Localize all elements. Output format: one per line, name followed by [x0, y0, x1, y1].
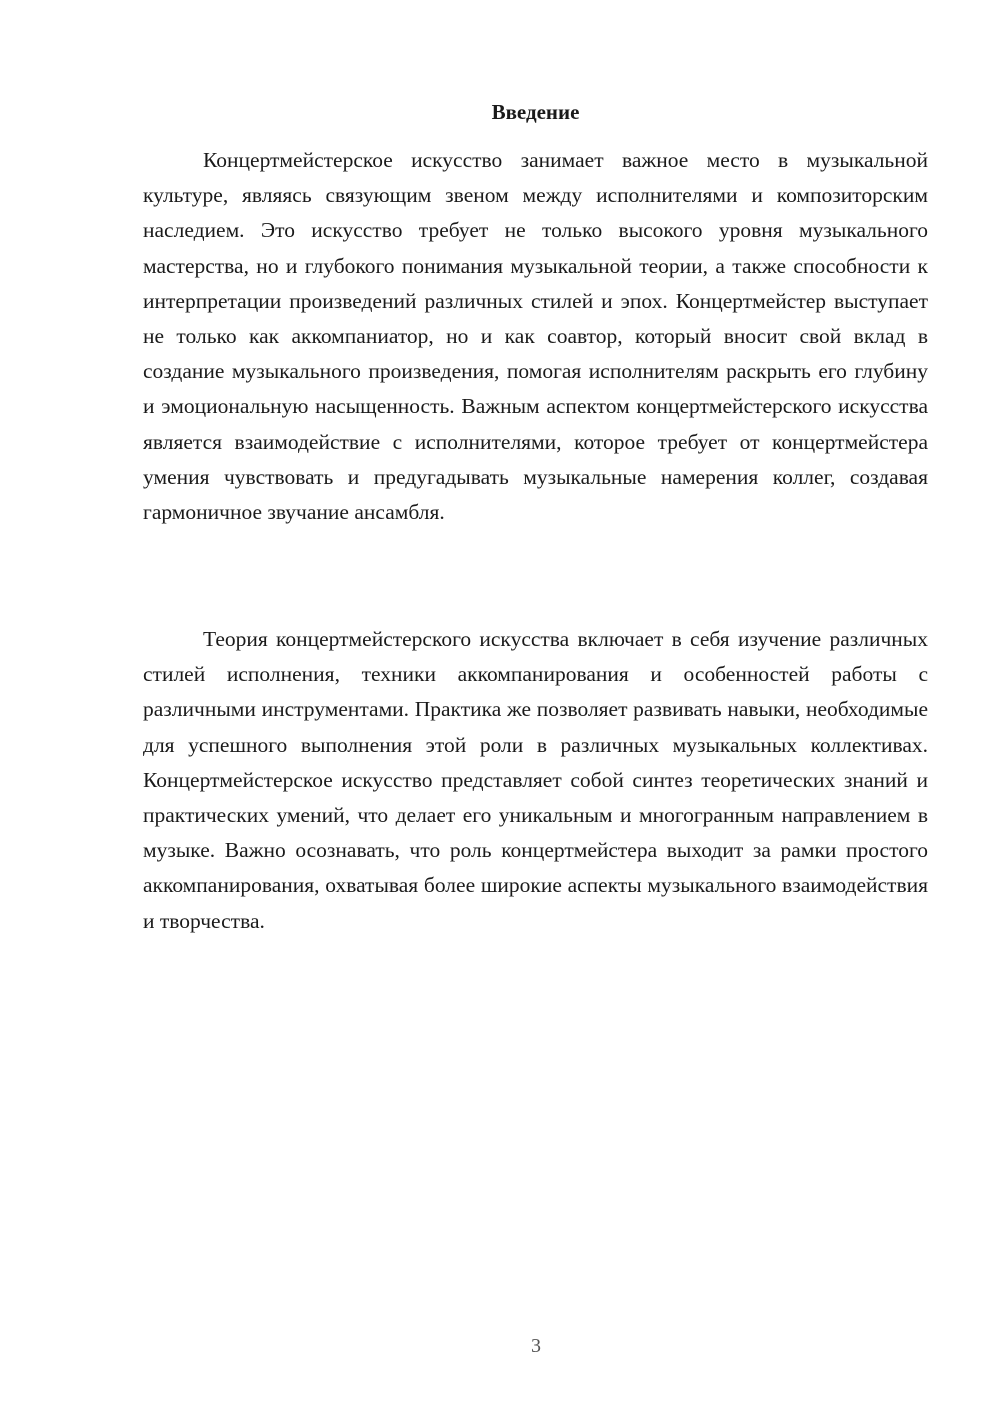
page-number: 3 [531, 1335, 541, 1357]
section-heading: Введение [491, 100, 580, 124]
paragraph-theory: Теория концертмейстерского искусства включает в себя изучение различных стилей исполнения, техники аккомпанирования и особенностей работы с различными инструментами. Практика же позволяет развивать навыки, необходимые для успешного выполнения этой роли в различных музыкальных коллективах. Концертмейстерское искусство представляет собой синтез теоретических знаний и практических умений, что делает его уникальным и многогранным направлением в музыке. Важно осознавать, что роль концертмейстера выходит за рамки простого аккомпанирования, охватывая более широкие аспекты музыкального взаимодействия и творчества. [143, 627, 928, 933]
paragraph-intro: Концертмейстерское искусство занимает важное место в музыкальной культуре, являясь связующим звеном между исполнителями и композиторским наследием. Это искусство требует не только высокого уровня музыкального мастерства, но и глубокого понимания музыкальной теории, а также способности к интерпретации произведений различных стилей и эпох. Концертмейстер выступает не только как аккомпаниатор, но и как соавтор, который вносит свой вклад в создание музыкального произведения, помогая исполнителям раскрыть его глубину и эмоциональную насыщенность. Важным аспектом концертмейстерского искусства является взаимодействие с исполнителями, которое требует от концертмейстера умения чувствовать и предугадывать музыкальные намерения коллег, создавая гармоничное звучание ансамбля. [143, 148, 928, 525]
